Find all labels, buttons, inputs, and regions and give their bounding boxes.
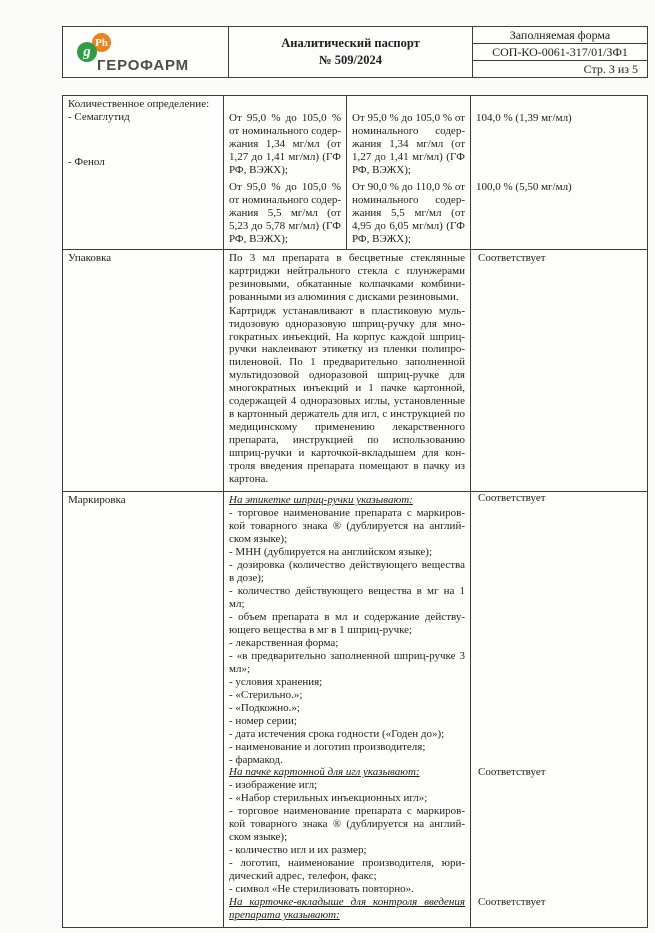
doc-code-label: СОП-КО-0061-317/01/ЗФ1 — [473, 44, 647, 61]
marking-sections — [224, 492, 647, 927]
marking-section-result: Соответствует — [478, 766, 546, 779]
table-row-quantitative — [63, 96, 647, 250]
logo-cell — [63, 27, 229, 77]
packaging-paragraph: Картридж устанавливают в пластиковую мультидозовую одноразовую шприц-ручку для многократных инъекций. На корпус каждой шприц-ручки наклеивают этикетку из пленки полипропиленовой. По 1 предварительно заполненной мультидозовой одноразовой шприц-ручке для многократных инъекций и 1 пачке картонной, содержащей 4 одноразовых иглы, установленные в картонный держатель для игл, с инструкцией по медицинскому применению лекарственного препарата, инструкцией по использованию шприц-ручки и карточкой-вкладышем для контроля введения препарата помещают в пачку из картона. — [229, 304, 465, 486]
document-title-cell — [229, 27, 473, 77]
marking-section-pen-label — [224, 492, 647, 766]
marking-section-body — [224, 766, 471, 896]
document-number: № 509/2024 — [319, 53, 382, 67]
marking-item: - условия хранения; — [229, 675, 323, 688]
marking-section-result: Соответствует — [478, 492, 546, 505]
marking-item: - номер серии; — [229, 714, 297, 727]
marking-section-heading: На карточке-вкладыше для контроля введения препарата указывают: — [229, 896, 465, 922]
table-row-marking — [63, 492, 647, 927]
marking-item: - «Набор стерильных инъекционных игл»; — [229, 792, 428, 805]
packaging-paragraph: По 3 мл препарата в бесцветные стеклянные картриджи нейтрального стекла с плунжерами резиновыми, обкатанные колпачками комбинированными из алюминия с дисками резиновыми. — [229, 251, 465, 303]
marking-item: - МНН (дублируется на английском языке); — [229, 546, 433, 558]
quantitative-parameter-cell — [63, 96, 224, 249]
spec-release-semaglutide: От 95,0 % до 105,0 % от номинального содержания 1,34 мг/мл (от 1,27 до 1,41 мг/мл) (ГФ РФ, ВЭЖХ); — [347, 96, 471, 180]
marking-item: - лекарственная форма; — [229, 636, 339, 649]
logo-ph-icon: Ph — [92, 33, 111, 52]
marking-label: Маркировка — [68, 494, 126, 507]
page-number-label: Стр. 3 из 5 — [583, 61, 638, 76]
result-phenol: 100,0 % (5,50 мг/мл) — [476, 180, 572, 193]
logo-company-name: ГЕРОФАРМ — [97, 57, 189, 74]
marking-section-items — [229, 507, 465, 766]
document-title: Аналитический паспорт — [281, 36, 420, 51]
form-type-label: Заполняемая форма — [473, 27, 647, 44]
packaging-label: Упаковка — [68, 251, 112, 264]
marking-section-heading: На пачке картонной для игл указывают: — [229, 766, 420, 779]
marking-item: - дозировка (количество действующего вещества в дозе); — [229, 558, 465, 584]
marking-section-result: Соответствует — [478, 896, 546, 909]
marking-section-body — [224, 492, 471, 766]
marking-item: - символ «Не стерилизовать повторно». — [229, 883, 414, 896]
analysis-table — [62, 95, 648, 928]
marking-item: - дата истечения срока годности («Годен до»); — [229, 727, 445, 740]
marking-section-heading: На этикетке шприц-ручки указывают: — [229, 494, 413, 507]
marking-item: - торговое наименование препарата с маркировкой товарного знака ® (дублируется на английском языке); — [229, 507, 465, 546]
marking-item: - наименование и логотип производителя; — [229, 740, 426, 753]
marking-item: - количество действующего вещества в мг на 1 мл; — [229, 584, 465, 610]
logo-g-icon: g — [77, 42, 97, 62]
marking-item: - «Стерильно.»; — [229, 688, 303, 701]
result-semaglutide: 104,0 % (1,39 мг/мл) — [476, 112, 572, 124]
spec-nd-semaglutide: От 95,0 % до 105,0 % от номинального содержания 1,34 мг/мл (от 1,27 до 1,41 мг/мл) (ГФ РФ, ВЭЖХ); — [224, 96, 347, 180]
marking-item: - логотип, наименование производителя, юридический адрес, телефон, факс; — [229, 857, 465, 883]
analyte-semaglutide: - Семаглутид — [68, 110, 130, 123]
quantitative-label: Количественное определение: — [68, 98, 210, 110]
document-header — [62, 26, 648, 78]
marking-item: - «в предварительно заполненной шприц-ручке 3 мл»; — [229, 649, 465, 675]
analyte-phenol: - Фенол — [68, 155, 105, 168]
marking-item: - фармакод. — [229, 753, 283, 766]
marking-section-needle-box — [224, 766, 647, 896]
marking-item: - «Подкожно.»; — [229, 701, 300, 714]
marking-item: - торговое наименование препарата с маркировкой товарного знака ® (дублируется на английском языке); — [229, 805, 465, 844]
marking-section-items — [229, 779, 465, 896]
marking-parameter-cell — [63, 492, 224, 927]
marking-item: - объем препарата в мл и содержание действующего вещества в мг в 1 шприц-ручке; — [229, 610, 465, 636]
marking-item: - изображение игл; — [229, 779, 318, 792]
marking-section-body — [224, 896, 471, 927]
marking-section-control-card — [224, 896, 647, 927]
spec-release-phenol: От 90,0 % до 110,0 % от номинального содержания 5,5 мг/мл (от 4,95 до 6,05 мг/мл) (ГФ РФ, ВЭЖХ); — [347, 180, 471, 249]
packaging-parameter-cell — [63, 250, 224, 491]
packaging-description — [224, 250, 471, 491]
spec-nd-phenol: От 95,0 % до 105,0 % от номинального содержания 5,5 мг/мл (от 5,23 до 5,78 мг/мл) (ГФ РФ, ВЭЖХ); — [224, 180, 347, 249]
marking-item: - количество игл и их размер; — [229, 844, 367, 857]
document-meta-cell — [473, 27, 647, 77]
packaging-result: Соответствует — [478, 251, 546, 264]
quantitative-specs-grid — [224, 96, 647, 249]
gerofarm-logo — [77, 33, 217, 73]
table-row-packaging — [63, 250, 647, 492]
